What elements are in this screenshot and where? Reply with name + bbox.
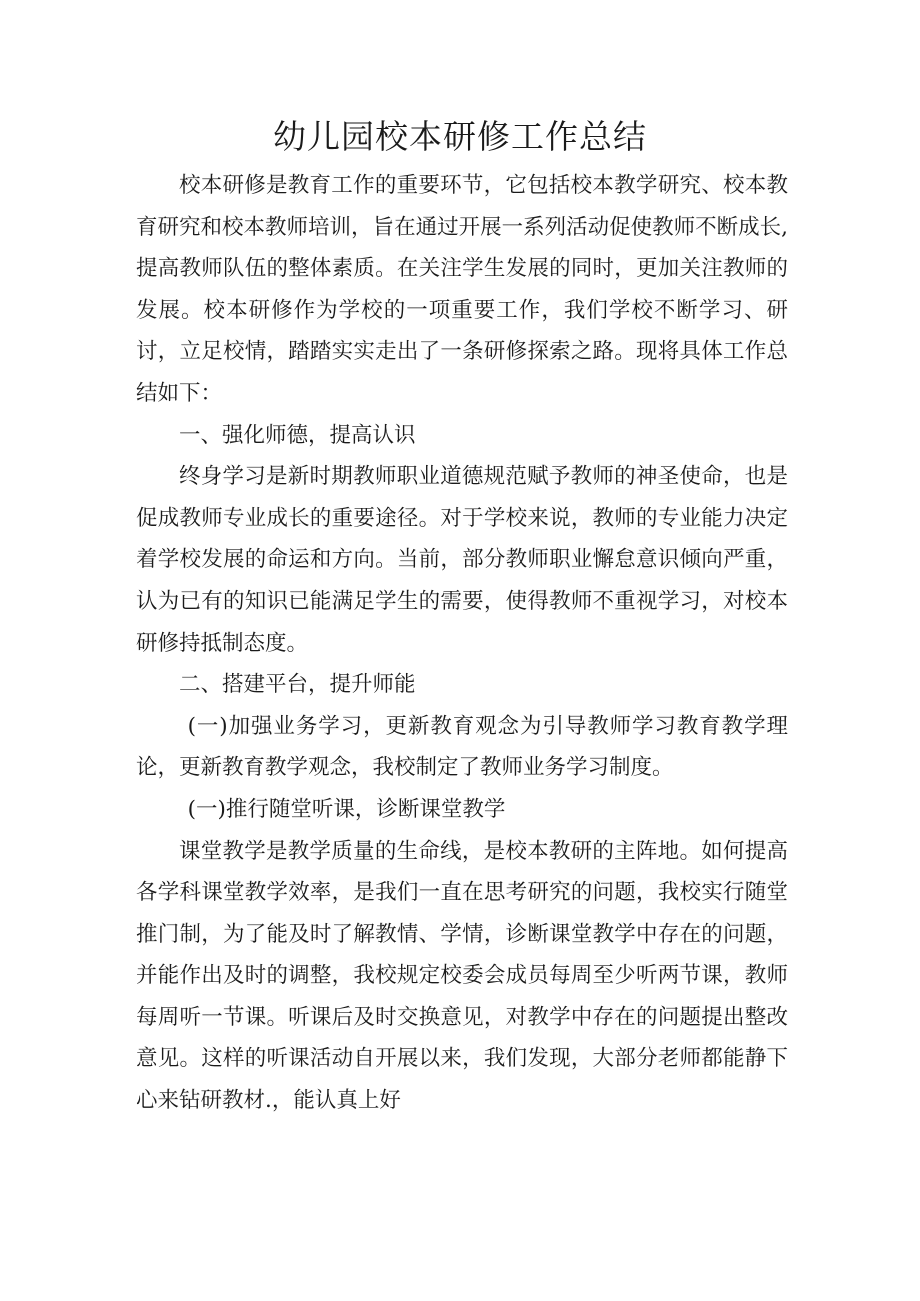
intro-paragraph: 校本研修是教育工作的重要环节，它包括校本教学研究、校本教育研究和校本教师培训，旨在通过开展一系列活动促使教师不断成长,提高教师队伍的整体素质。在关注学生发展的同时，更加关注教师的发展。校本研修作为学校的一项重要工作，我们学校不断学习、研讨，立足校情，踏踏实实走出了一条研修探索之路。现将具体工作总结如下： <box>136 173 788 406</box>
section-1-paragraph: 终身学习是新时期教师职业道德规范赋予教师的神圣使命，也是促成教师专业成长的重要途径。对于学校来说，教师的专业能力决定着学校发展的命运和方向。当前，部分教师职业懈怠意识倾向严重，认为已有的知识已能满足学生的需要，使得教师不重视学习，对校本研修持抵制态度。 <box>136 464 788 656</box>
subsection-heading-2: (一)推行随堂听课，诊断课堂教学 <box>187 796 506 822</box>
document-body <box>136 165 788 1122</box>
subsection-paragraph-1: (一)加强业务学习，更新教育观念为引导教师学习教育教学理论，更新教育教学观念，我校制定了教师业务学习制度。 <box>136 713 788 781</box>
document-title: 幼儿园校本研修工作总结 <box>273 117 647 156</box>
subsection-paragraph-2: 课堂教学是教学质量的生命线，是校本教研的主阵地。如何提高各学科课堂教学效率，是我们一直在思考研究的问题，我校实行随堂推门制，为了能及时了解教情、学情，诊断课堂教学中存在的问题，并能作出及时的调整，我校规定校委会成员每周至少听两节课，教师每周听一节课。听课后及时交换意见，对教学中存在的问题提出整改意见。这样的听课活动自开展以来，我们发现，大部分老师都能静下心来钻研教材.，能认真上好 <box>136 838 788 1114</box>
section-heading-1: 一、强化师德，提高认识 <box>179 422 416 448</box>
section-heading-2: 二、搭建平台，提升师能 <box>179 672 416 698</box>
